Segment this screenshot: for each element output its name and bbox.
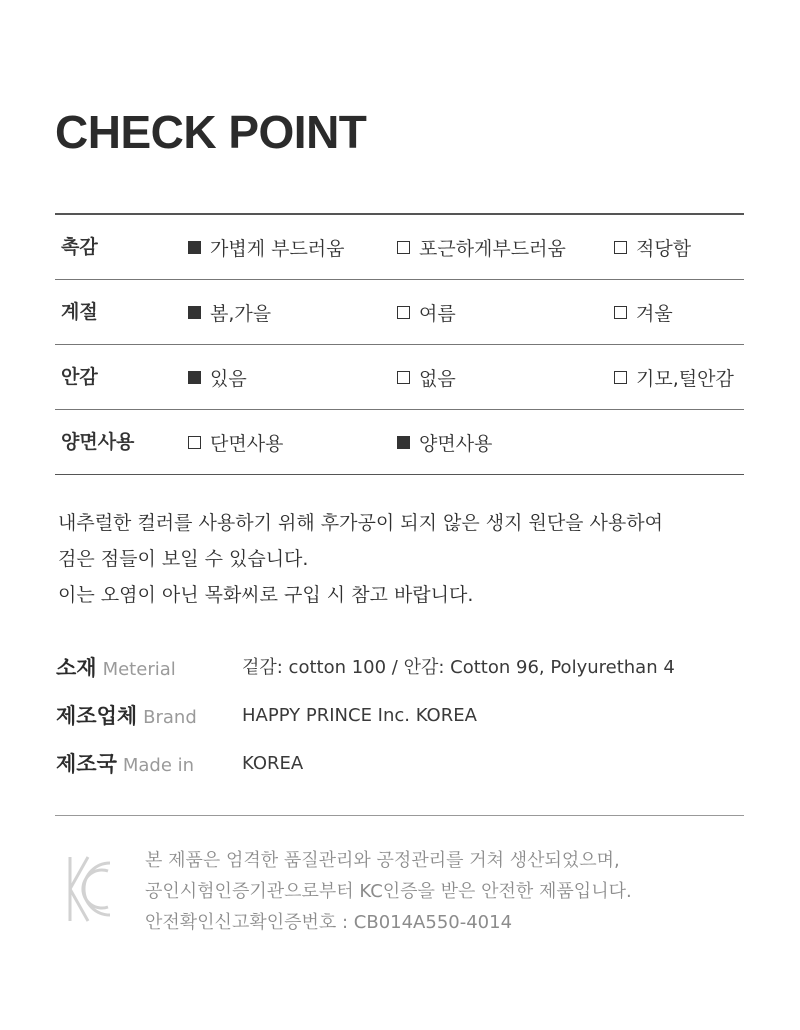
certification-number: 안전확인신고확인증번호 : CB014A550-4014 bbox=[145, 912, 513, 933]
option-label: 적당함 bbox=[636, 237, 692, 260]
spec-key-english: Brand bbox=[143, 707, 197, 728]
row-label: 양면사용 bbox=[61, 431, 135, 453]
certification-line: 공인시험인증기관으로부터 KC인증을 받은 안전한 제품입니다. bbox=[145, 881, 632, 902]
checkbox-empty-icon bbox=[614, 371, 627, 384]
checkbox-filled-icon bbox=[188, 306, 201, 319]
spec-key bbox=[56, 744, 194, 786]
option-unchecked bbox=[188, 410, 283, 474]
option-unchecked bbox=[614, 280, 673, 344]
option-label: 여름 bbox=[419, 302, 456, 325]
row-label: 계절 bbox=[61, 301, 98, 323]
spec-value: 겉감: cotton 100 / 안감: Cotton 96, Polyurethan 4 bbox=[242, 657, 675, 678]
row-label: 안감 bbox=[61, 366, 98, 388]
table-row bbox=[55, 215, 744, 280]
table-row bbox=[55, 345, 744, 410]
notice-line: 이는 오염이 아닌 목화씨로 구입 시 참고 바랍니다. bbox=[58, 584, 474, 606]
checkbox-filled-icon bbox=[397, 436, 410, 449]
certification-line: 본 제품은 엄격한 품질관리와 공정관리를 거쳐 생산되었으며, bbox=[145, 850, 620, 871]
spec-key-korean: 제조국 bbox=[56, 752, 117, 776]
checkbox-filled-icon bbox=[188, 241, 201, 254]
option-label: 없음 bbox=[419, 367, 456, 390]
spec-brand bbox=[56, 696, 756, 744]
product-specs bbox=[56, 648, 756, 792]
notice-line: 검은 점들이 보일 수 있습니다. bbox=[58, 548, 309, 570]
checkbox-filled-icon bbox=[188, 371, 201, 384]
option-label: 가볍게 부드러움 bbox=[210, 237, 345, 260]
option-unchecked bbox=[397, 215, 566, 279]
check-point-table bbox=[55, 213, 744, 475]
spec-key-korean: 소재 bbox=[56, 656, 97, 680]
spec-value: HAPPY PRINCE Inc. KOREA bbox=[242, 705, 477, 726]
spec-key-english: Meterial bbox=[102, 659, 176, 680]
notice-line: 내추럴한 컬러를 사용하기 위해 후가공이 되지 않은 생지 원단을 사용하여 bbox=[58, 512, 663, 534]
table-row bbox=[55, 280, 744, 345]
option-label: 있음 bbox=[210, 367, 247, 390]
kc-mark-icon bbox=[64, 853, 114, 925]
option-label: 봄,가을 bbox=[210, 302, 272, 325]
checkbox-empty-icon bbox=[614, 241, 627, 254]
option-unchecked bbox=[397, 345, 456, 409]
option-label: 기모,털안감 bbox=[636, 367, 734, 390]
spec-key bbox=[56, 648, 176, 690]
option-unchecked bbox=[397, 280, 456, 344]
checkbox-empty-icon bbox=[397, 241, 410, 254]
option-label: 단면사용 bbox=[210, 432, 284, 455]
checkbox-empty-icon bbox=[188, 436, 201, 449]
checkbox-empty-icon bbox=[614, 306, 627, 319]
option-label: 포근하게부드러움 bbox=[419, 237, 566, 260]
table-row bbox=[55, 410, 744, 474]
option-checked bbox=[188, 215, 345, 279]
option-unchecked bbox=[614, 345, 734, 409]
spec-material bbox=[56, 648, 756, 696]
spec-key-korean: 제조업체 bbox=[56, 704, 138, 728]
option-label: 양면사용 bbox=[419, 432, 493, 455]
option-checked bbox=[188, 280, 271, 344]
certification-text bbox=[145, 845, 632, 938]
section-divider bbox=[55, 815, 744, 816]
option-checked bbox=[397, 410, 492, 474]
option-checked bbox=[188, 345, 247, 409]
option-label: 겨울 bbox=[636, 302, 673, 325]
checkbox-empty-icon bbox=[397, 306, 410, 319]
checkbox-empty-icon bbox=[397, 371, 410, 384]
option-unchecked bbox=[614, 215, 691, 279]
spec-made-in bbox=[56, 744, 756, 792]
page-title: CHECK POINT bbox=[55, 106, 367, 158]
fabric-notice bbox=[58, 505, 748, 613]
spec-key-english: Made in bbox=[122, 755, 195, 776]
spec-key bbox=[56, 696, 197, 738]
spec-value: KOREA bbox=[242, 753, 304, 774]
row-label: 촉감 bbox=[61, 236, 98, 258]
